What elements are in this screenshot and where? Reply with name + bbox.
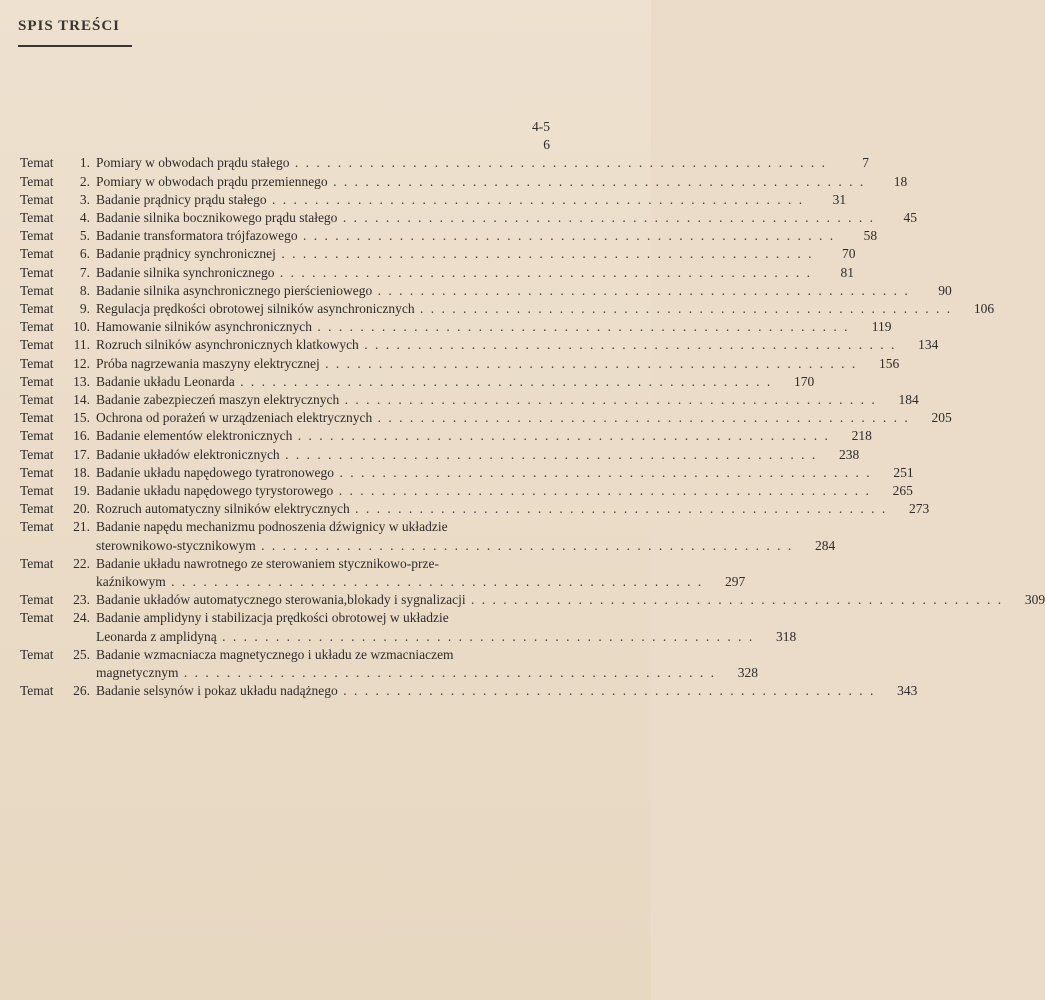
page-title: SPIS TREŚCI bbox=[18, 18, 121, 34]
toc-entry-title: Badanie transformatora trójfazowego bbox=[96, 228, 298, 244]
leader-dots: . . . . . . . . . . . . . . . . . . . . . . . . . . . . . . . . . . . . . . . . . . . . . . . . . . bbox=[292, 428, 830, 444]
toc-entry-topic-6 bbox=[20, 245, 856, 263]
toc-entry-page: 328 bbox=[737, 665, 758, 681]
toc-entry-topic-15 bbox=[20, 409, 952, 427]
toc-entry-page: 238 bbox=[838, 446, 860, 462]
leader-dots: . . . . . . . . . . . . . . . . . . . . . . . . . . . . . . . . . . . . . . . . . . . . . . . . . . bbox=[297, 228, 836, 244]
toc-entry-page: 205 bbox=[931, 410, 952, 426]
topic-number: 20. bbox=[73, 501, 90, 517]
leader-dots: . . . . . . . . . . . . . . . . . . . . . . . . . . . . . . . . . . . . . . . . . . . . . . . . . . bbox=[255, 537, 794, 553]
toc-entry-topic-18 bbox=[20, 464, 914, 482]
toc-entry-topic-14 bbox=[20, 391, 919, 409]
leader-dots: . . . . . . . . . . . . . . . . . . . . . . . . . . . . . . . . . . . . . . . . . . . . . . . . . . bbox=[327, 173, 866, 189]
topic-number: 25. bbox=[73, 646, 90, 662]
leader-dots: . . . . . . . . . . . . . . . . . . . . . . . . . . . . . . . . . . . . . . . . . . . . . . . . . . bbox=[279, 446, 818, 462]
toc-entry-title: Ochrona od porażeń w urządzeniach elektrycznych bbox=[96, 410, 373, 426]
toc-entry-topic-2 bbox=[20, 173, 908, 191]
toc-entry-page: 4-5 bbox=[532, 119, 550, 134]
toc-entry-title: Badanie układów automatycznego sterowania,blokady i sygnalizacji bbox=[96, 592, 466, 608]
topic-label: Temat bbox=[20, 319, 54, 335]
leader-dots: . . . . . . . . . . . . . . . . . . . . . . . . . . . . . . . . . . . . . . . . . . . . . . . . . . bbox=[349, 501, 888, 517]
toc-entry-topic-21 bbox=[20, 518, 836, 554]
toc-entry-title: Badanie układu Leonarda bbox=[96, 373, 235, 389]
topic-label: Temat bbox=[20, 483, 54, 499]
toc-entry-page: 184 bbox=[898, 392, 919, 408]
toc-entry-topic-3 bbox=[20, 191, 847, 209]
topic-label: Temat bbox=[20, 173, 54, 189]
toc-entry-title: Badanie układu napędowego tyrystorowego bbox=[96, 483, 334, 499]
toc-entry-topic-23 bbox=[20, 591, 1045, 609]
toc-entry-topic-24 bbox=[20, 609, 797, 645]
topic-label: Temat bbox=[20, 301, 54, 317]
topic-number: 2. bbox=[79, 173, 90, 189]
topic-number: 14. bbox=[73, 392, 90, 408]
topic-label: Temat bbox=[20, 355, 54, 371]
toc-entry-title: Badanie układu napędowego tyratronowego bbox=[96, 464, 335, 480]
leader-dots: . . . . . . . . . . . . . . . . . . . . . . . . . . . . . . . . . . . . . . . . . . . . . . . . . . bbox=[333, 483, 871, 499]
toc-entry-topic-7 bbox=[20, 264, 854, 282]
toc-entry-topic-25 bbox=[20, 646, 758, 682]
topic-label: Temat bbox=[20, 246, 54, 262]
toc-entry-page: 156 bbox=[879, 355, 900, 371]
toc-entry-topic-22 bbox=[20, 555, 746, 591]
toc-entry-topic-13 bbox=[20, 373, 815, 391]
toc-entry-topic-11 bbox=[20, 336, 939, 354]
toc-entry-page: 106 bbox=[973, 301, 995, 317]
topic-label: Temat bbox=[20, 210, 54, 226]
toc-entry-title: Badanie elementów elektronicznych bbox=[96, 428, 293, 444]
toc-entry-title: Badanie zabezpieczeń maszyn elektrycznych bbox=[96, 392, 340, 408]
topic-label: Temat bbox=[20, 337, 54, 353]
toc-entry-title: Badanie prądnicy prądu stałego bbox=[96, 191, 267, 207]
leader-dots: . . . . . . . . . . . . . . . . . . . . . . . . . . . . . . . . . . . . . . . . . . . . . . . . . . bbox=[178, 665, 716, 681]
topic-number: 18. bbox=[73, 464, 90, 480]
leader-dots: . . . . . . . . . . . . . . . . . . . . . . . . . . . . . . . . . . . . . . . . . . . . . . . . . . bbox=[358, 337, 897, 353]
topic-label: Temat bbox=[20, 428, 54, 444]
topic-number: 22. bbox=[73, 555, 90, 571]
topic-label: Temat bbox=[20, 282, 54, 298]
topic-number: 4. bbox=[79, 210, 90, 226]
toc-entry-page: 81 bbox=[840, 264, 854, 280]
topic-number: 6. bbox=[79, 246, 90, 262]
leader-dots: . . . . . . . . . . . . . . . . . . . . . . . . . . . . . . . . . . . . . . . . . . . . . . . . . . bbox=[165, 574, 704, 590]
leader-dots: . . . . . . . . . . . . . . . . . . . . . . . . . . . . . . . . . . . . . . . . . . . . . . . . . . bbox=[337, 683, 876, 699]
leader-dots: . . . . . . . . . . . . . . . . . . . . . . . . . . . . . . . . . . . . . . . . . . . . . . . . . . bbox=[339, 392, 877, 408]
leader-dots: . . . . . . . . . . . . . . . . . . . . . . . . . . . . . . . . . . . . . . . . . . . . . . . . . . bbox=[275, 246, 814, 262]
toc-entry-title: Badanie amplidyny i stabilizacja prędkości obrotowej w układzie bbox=[96, 610, 449, 626]
toc-entry-page: 119 bbox=[871, 319, 892, 335]
topic-number: 15. bbox=[73, 410, 90, 426]
topic-label: Temat bbox=[20, 519, 54, 535]
toc-entry-title: Badanie silnika synchronicznego bbox=[96, 264, 275, 280]
toc-entry-topic-9 bbox=[20, 300, 995, 318]
toc-entry-title-continued: magnetycznym bbox=[96, 665, 179, 681]
toc-entry-topic-8 bbox=[20, 282, 952, 300]
topic-number: 1. bbox=[79, 155, 90, 171]
topic-number: 12. bbox=[73, 355, 90, 371]
leader-dots: . . . . . . . . . . . . . . . . . . . . . . . . . . . . . . . . . . . . . . . . . . . . . . . . . . bbox=[234, 373, 773, 389]
toc-entry-title: Badanie selsynów i pokaz układu nadążnego bbox=[96, 683, 338, 699]
toc-entry-page: 343 bbox=[897, 683, 918, 699]
header-divider bbox=[18, 45, 132, 47]
toc-entry-page: 309 bbox=[1024, 592, 1045, 608]
topic-label: Temat bbox=[20, 264, 54, 280]
leader-dots: . . . . . . . . . . . . . . . . . . . . . . . . . . . . . . . . . . . . . . . . . . . . . . . . . . bbox=[274, 264, 812, 280]
toc-entry-topic-17 bbox=[20, 446, 860, 464]
topic-label: Temat bbox=[20, 228, 54, 244]
toc-entry-title-continued: kaźnikowym bbox=[96, 574, 166, 590]
leader-dots: . . . . . . . . . . . . . . . . . . . . . . . . . . . . . . . . . . . . . . . . . . . . . . . . . . bbox=[372, 410, 910, 426]
toc-entry-page: 284 bbox=[814, 537, 836, 553]
topic-list bbox=[20, 154, 1045, 700]
topic-label: Temat bbox=[20, 446, 54, 462]
toc-entry-title: Badanie wzmacniacza magnetycznego i układu ze wzmacniaczem bbox=[96, 646, 454, 662]
leader-dots: . . . . . . . . . . . . . . . . . . . . . . . . . . . . . . . . . . . . . . . . . . . . . . . . . . bbox=[334, 464, 872, 480]
table-of-contents bbox=[20, 118, 1045, 701]
toc-entry-page: 251 bbox=[893, 464, 914, 480]
toc-entry-page: 45 bbox=[903, 210, 917, 226]
topic-number: 11. bbox=[73, 337, 90, 353]
leader-dots: . . . . . . . . . . . . . . . . . . . . . . . . . . . . . . . . . . . . . . . . . . . . . . . . . . bbox=[289, 155, 827, 171]
toc-entry-page: 70 bbox=[841, 246, 856, 262]
toc-entry-topic-16 bbox=[20, 427, 872, 445]
topic-label: Temat bbox=[20, 592, 54, 608]
topic-number: 17. bbox=[73, 446, 90, 462]
topic-number: 19. bbox=[73, 483, 90, 499]
toc-entry-topic-5 bbox=[20, 227, 878, 245]
toc-entry-page: 265 bbox=[892, 483, 913, 499]
toc-entry-title: Pomiary w obwodach prądu przemiennego bbox=[96, 173, 328, 189]
topic-label: Temat bbox=[20, 373, 54, 389]
toc-entry-page: 58 bbox=[863, 228, 878, 244]
leader-dots: . . . . . . . . . . . . . . . . . . . . . . . . . . . . . . . . . . . . . . . . . . . . . . . . . . bbox=[266, 191, 805, 207]
topic-label: Temat bbox=[20, 464, 54, 480]
leader-dots: . . . . . . . . . . . . . . . . . . . . . . . . . . . . . . . . . . . . . . . . . . . . . . . . . . bbox=[414, 301, 953, 317]
leader-dots: . . . . . . . . . . . . . . . . . . . . . . . . . . . . . . . . . . . . . . . . . . . . . . . . . . bbox=[337, 210, 875, 226]
topic-label: Temat bbox=[20, 392, 54, 408]
toc-entry-page: 18 bbox=[893, 173, 908, 189]
topic-number: 21. bbox=[73, 519, 90, 535]
topic-label: Temat bbox=[20, 155, 54, 171]
topic-number: 3. bbox=[79, 191, 90, 207]
toc-entry-title: Badanie układu nawrotnego ze sterowaniem stycznikowo-prze- bbox=[96, 555, 439, 571]
topic-label: Temat bbox=[20, 501, 54, 517]
toc-entry-title: Badanie silnika bocznikowego prądu stałego bbox=[96, 210, 338, 226]
topic-number: 16. bbox=[73, 428, 90, 444]
toc-entry-page: 31 bbox=[832, 191, 847, 207]
leader-dots: . . . . . . . . . . . . . . . . . . . . . . . . . . . . . . . . . . . . . . . . . . . . . . . . . . bbox=[465, 592, 1004, 608]
toc-entry-title: Badanie napędu mechanizmu podnoszenia dźwignicy w układzie bbox=[96, 519, 448, 535]
toc-entry-title: Próba nagrzewania maszyny elektrycznej bbox=[96, 355, 320, 371]
toc-entry-page: 90 bbox=[938, 282, 952, 298]
topic-label: Temat bbox=[20, 646, 54, 662]
toc-entry-title: Pomiary w obwodach prądu stałego bbox=[96, 155, 290, 171]
topic-number: 9. bbox=[79, 301, 90, 317]
toc-entry-rules bbox=[20, 136, 592, 154]
toc-entry-page: 318 bbox=[775, 628, 797, 644]
topic-number: 26. bbox=[73, 683, 90, 699]
toc-entry-title: Hamowanie silników asynchronicznych bbox=[96, 319, 312, 335]
toc-entry-page: 134 bbox=[918, 337, 939, 353]
toc-entry-topic-10 bbox=[20, 318, 892, 336]
toc-entry-page: 273 bbox=[909, 501, 930, 517]
topic-number: 13. bbox=[73, 373, 90, 389]
toc-entry-title: Badanie prądnicy synchronicznej bbox=[96, 246, 276, 262]
topic-label: Temat bbox=[20, 410, 54, 426]
topic-number: 10. bbox=[73, 319, 90, 335]
leader-dots: . . . . . . . . . . . . . . . . . . . . . . . . . . . . . . . . . . . . . . . . . . . . . . . . . . bbox=[319, 355, 858, 371]
topic-number: 24. bbox=[73, 610, 90, 626]
toc-entry-topic-4 bbox=[20, 209, 917, 227]
toc-entry-page: 218 bbox=[851, 428, 872, 444]
toc-entry-topic-12 bbox=[20, 355, 900, 373]
topic-label: Temat bbox=[20, 683, 54, 699]
toc-entry-page: 170 bbox=[793, 373, 815, 389]
toc-entry-title-continued: Leonarda z amplidyną bbox=[96, 628, 217, 644]
topic-label: Temat bbox=[20, 191, 54, 207]
leader-dots: . . . . . . . . . . . . . . . . . . . . . . . . . . . . . . . . . . . . . . . . . . . . . . . . . . bbox=[216, 628, 755, 644]
toc-entry-topic-1 bbox=[20, 154, 869, 172]
topic-number: 8. bbox=[79, 282, 90, 298]
toc-entry-topic-19 bbox=[20, 482, 913, 500]
toc-entry-title: Badanie silnika asynchronicznego pierścieniowego bbox=[96, 282, 373, 298]
toc-entry-topic-20 bbox=[20, 500, 930, 518]
toc-entry-page: 7 bbox=[862, 155, 869, 171]
toc-entry-title-continued: sterownikowo-stycznikowym bbox=[96, 537, 256, 553]
toc-entry-title: Rozruch silników asynchronicznych klatkowych bbox=[96, 337, 359, 353]
toc-entry-title: Badanie układów elektronicznych bbox=[96, 446, 280, 462]
toc-entry-page: 6 bbox=[543, 137, 550, 153]
leader-dots: . . . . . . . . . . . . . . . . . . . . . . . . . . . . . . . . . . . . . . . . . . . . . . . . . . bbox=[372, 282, 910, 298]
toc-entry-preface bbox=[20, 118, 592, 136]
leader-dots: . . . . . . . . . . . . . . . . . . . . . . . . . . . . . . . . . . . . . . . . . . . . . . . . . . bbox=[311, 319, 850, 335]
topic-number: 7. bbox=[79, 264, 90, 280]
topic-label: Temat bbox=[20, 610, 54, 626]
topic-number: 5. bbox=[79, 228, 90, 244]
toc-entry-topic-26 bbox=[20, 682, 918, 700]
topic-label: Temat bbox=[20, 555, 54, 571]
toc-entry-title: Rozruch automatyczny silników elektrycznych bbox=[96, 501, 350, 517]
toc-entry-title: Regulacja prędkości obrotowej silników asynchronicznych bbox=[96, 301, 415, 317]
toc-entry-page: 297 bbox=[725, 574, 746, 590]
topic-number: 23. bbox=[73, 592, 90, 608]
